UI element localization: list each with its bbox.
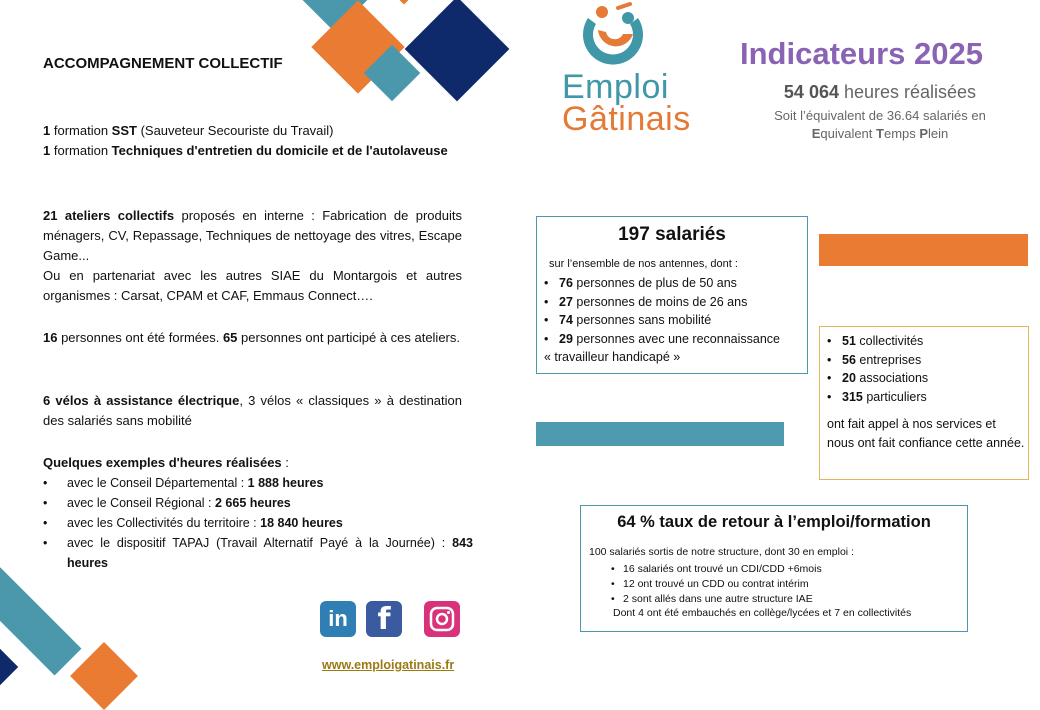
exemples-list: [43, 473, 473, 573]
facebook-icon[interactable]: f: [366, 601, 402, 637]
salaries-box: [536, 216, 808, 374]
emploi-box: [580, 505, 968, 632]
list-item: • 74 personnes sans mobilité: [544, 313, 712, 327]
salaries-list: [544, 274, 806, 367]
equivalent-line-1: Soit l’équivalent de 36.64 salariés en: [774, 108, 986, 123]
deco-orange-small-top: [396, 0, 413, 4]
logo-word-emploi: Emploi: [562, 68, 669, 106]
list-item: • 56 entreprises: [827, 352, 922, 367]
teal-bar: [536, 422, 784, 446]
list-item: • 76 personnes de plus de 50 ans: [544, 276, 737, 290]
list-item: • 315 particuliers: [827, 389, 927, 404]
orange-bar: [819, 234, 1028, 266]
exemples-title: Quelques exemples d'heures réalisées :: [43, 455, 289, 470]
equivalent-line-2: Equivalent Temps Plein: [811, 126, 949, 141]
emploi-footer: Dont 4 ont été embauchés en collège/lycées et 7 en collectivités: [613, 607, 912, 619]
page-title: Indicateurs 2025: [740, 36, 983, 71]
formation-entretien: 1 formation Techniques d'entretien du domicile et de l'autolaveuse: [43, 143, 448, 158]
emploi-title: 64 % taux de retour à l’emploi/formation: [617, 513, 931, 531]
instagram-icon[interactable]: [424, 601, 460, 637]
formations-block: [43, 121, 462, 161]
emploi-list: [611, 562, 822, 607]
list-item: • 27 personnes de moins de 26 ans: [544, 294, 748, 309]
hours-summary: 54 064 heures réalisées: [783, 82, 977, 102]
website-link[interactable]: www.emploigatinais.fr: [322, 658, 455, 672]
formees-block: 16 personnes ont été formées. 65 personnes ont participé à ces ateliers.: [43, 330, 460, 345]
deco-navy-diamond: [405, 0, 510, 101]
ateliers-text: 21 ateliers collectifs proposés en interne : Fabrication de produits ménagers, CV, Repassage, Techniques de nettoyage des vitres, Escape Game...: [43, 208, 462, 263]
salaries-last-line: « travailleur handicapé »: [544, 350, 681, 364]
salaries-title: 197 salariés: [618, 224, 726, 245]
clients-box: [819, 326, 1029, 480]
clients-footer: ont fait appel à nos services et nous ont fait confiance cette année.: [827, 417, 1025, 450]
linkedin-icon[interactable]: in: [320, 601, 356, 637]
salaries-subtitle: sur l’ensemble de nos antennes, dont :: [549, 258, 738, 270]
list-item: • 20 associations: [827, 371, 929, 385]
logo-emblem: [578, 0, 654, 70]
list-item: • 51 collectivités: [827, 334, 924, 348]
logo-word-gatinais: Gâtinais: [562, 100, 691, 138]
deco-orange-corner: [70, 642, 138, 710]
list-item: • 16 salariés ont trouvé un CDI/CDD +6mois: [611, 563, 822, 575]
list-item: • avec le Conseil Régional : 2 665 heures: [43, 496, 291, 510]
formation-sst: 1 formation SST (Sauveteur Secouriste du Travail): [43, 123, 334, 138]
emploi-intro: 100 salariés sortis de notre structure, dont 30 en emploi :: [589, 546, 854, 558]
ateliers-block: [43, 206, 462, 306]
velos-block: 6 vélos à assistance électrique, 3 vélos « classiques » à destination des salariés sans mobilité: [43, 393, 462, 428]
list-item: • avec les Collectivités du territoire : 18 840 heures: [43, 516, 343, 530]
ateliers-partner: Ou en partenariat avec les autres SIAE du Montargois et autres organismes : Carsat, CPAM et CAF, Emmaus Connect….: [43, 268, 462, 303]
list-item: • avec le dispositif TAPAJ (Travail Alternatif Payé à la Journée) : 843 heures: [43, 536, 473, 570]
list-item: • 2 sont allés dans une autre structure IAE: [611, 593, 813, 605]
section-title: ACCOMPAGNEMENT COLLECTIF: [43, 55, 283, 72]
clients-list: [827, 332, 1022, 406]
deco-navy-corner: [0, 646, 18, 688]
list-item: • 12 ont trouvé un CDD ou contrat intérim: [611, 578, 809, 590]
list-item: • 29 personnes avec une reconnaissance: [544, 331, 780, 346]
list-item: • avec le Conseil Départemental : 1 888 heures: [43, 476, 324, 490]
